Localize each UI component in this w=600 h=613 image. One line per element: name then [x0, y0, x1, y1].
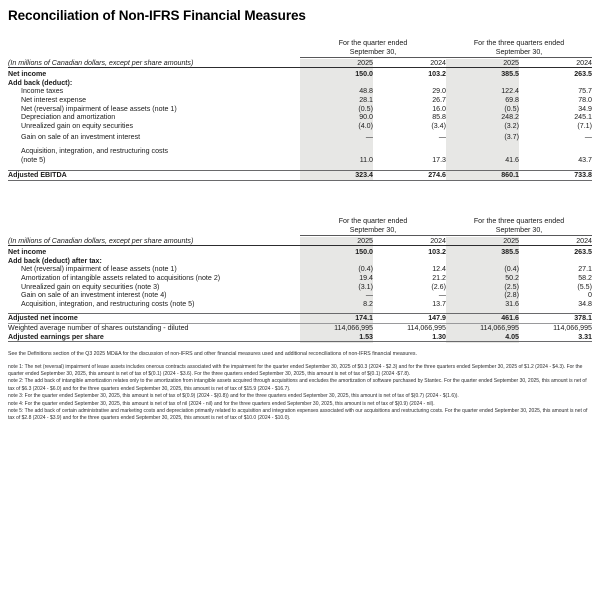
- column-group-three-quarters: [446, 217, 592, 236]
- row-value: 29.0: [432, 87, 446, 96]
- table-row: [8, 113, 592, 122]
- table-gap: [8, 181, 592, 217]
- row-value: 114,066,995: [446, 324, 519, 333]
- table-row: [8, 291, 592, 300]
- row-value: 43.7: [578, 155, 592, 164]
- column-group-three-quarters: [446, 39, 592, 58]
- row-value: 122.4: [446, 87, 519, 96]
- row-value: (0.4): [446, 265, 519, 274]
- row-label: Net (reversal) impairment of lease assets (note 1): [21, 104, 177, 113]
- row-value: 48.8: [300, 87, 373, 96]
- table-bottom-rule: [8, 342, 592, 343]
- total-value: 378.1: [574, 314, 592, 323]
- row-value: (0.4): [300, 265, 373, 274]
- footnote-item-3: note 3: For the quarter ended September 30, 2025, this amount is net of tax of $(0.9) (2024 - $(0.8)) and for the three quarters ended September 30, 2025, this amount is net of tax of $(0.7) (2024 - $(1.6)).: [8, 393, 459, 400]
- row-value: —: [438, 132, 446, 141]
- row-value: (2.5): [446, 283, 519, 292]
- table-row: [8, 283, 592, 292]
- row-value: [300, 257, 373, 266]
- row-value: [446, 79, 519, 88]
- year-header-ytd-2025: 2025: [446, 237, 519, 245]
- row-value: 248.2: [446, 113, 519, 122]
- row-value: 103.2: [428, 247, 446, 256]
- table-row: [8, 300, 592, 309]
- group-label-line1: For the three quarters ended: [473, 216, 565, 225]
- group-label-line1: For the quarter ended: [338, 39, 408, 47]
- row-value: [373, 79, 446, 88]
- row-value: 19.4: [300, 274, 373, 283]
- group-label-line2: September 30,: [349, 48, 397, 57]
- total-label: Adjusted net income: [8, 314, 78, 323]
- row-value: 1.30: [432, 332, 446, 341]
- row-label: [8, 144, 300, 165]
- row-label-line1: Acquisition, integration, and restructuring costs: [21, 146, 169, 155]
- row-value: [519, 79, 592, 88]
- row-value: [373, 257, 446, 266]
- row-value: 17.3: [432, 155, 446, 164]
- units-note: (In millions of Canadian dollars, except per share amounts): [8, 236, 194, 245]
- row-value: 31.6: [446, 300, 519, 309]
- table-row: [8, 87, 592, 96]
- row-value: —: [438, 291, 446, 300]
- footnote-item-4: note 4: For the quarter ended September 30, 2025, this amount is net of tax of nil (2024 - nil) and for the three quarters ended September 30, 2025, this amount is net of tax of $(0.9) (2024 - nil).: [8, 400, 435, 407]
- row-value: —: [300, 291, 373, 300]
- year-header-q-2025: 2025: [300, 59, 373, 67]
- row-value: 263.5: [574, 247, 592, 256]
- row-label: Unrealized gain on equity securities: [21, 122, 133, 130]
- group-label-line1: For the three quarters ended: [473, 39, 565, 47]
- total-value: 274.6: [428, 171, 446, 180]
- total-value: 174.1: [300, 314, 373, 323]
- row-value: [519, 257, 592, 266]
- row-value: [446, 257, 519, 266]
- row-value: 11.0: [300, 144, 373, 165]
- row-value: 26.7: [432, 96, 446, 105]
- table-row: [8, 70, 592, 79]
- group-label-line2: September 30,: [495, 225, 543, 234]
- footnote-item-1: note 1: The net (reversal) impairment of lease assets includes onerous contracts associated with the impairment for the quarter ended September 30, 2025 of $0.3 (2024 - $2.3) and for the three quarters ended September 30, 2025 of $1.2 (2024 - $4.3). For the quarter ended September 30, 2025, this amount is net of tax of $(0.1) (2024 - $3.6). For the three quarters ended September 30, 2025, this amount is net of tax of $(0.1) (2024 -$7.8).: [8, 363, 583, 377]
- row-value: (4.0): [300, 122, 373, 131]
- column-group-quarter: [300, 39, 446, 58]
- year-header-q-2024: 2024: [430, 236, 446, 245]
- total-value: 323.4: [300, 171, 373, 180]
- row-value: [300, 79, 373, 88]
- row-value: (3.4): [431, 122, 446, 130]
- row-value: —: [584, 132, 592, 141]
- row-value: 78.0: [578, 96, 592, 105]
- column-group-quarter: [300, 217, 446, 236]
- row-value: 8.2: [300, 300, 373, 309]
- page-title: Reconciliation of Non-IFRS Financial Measures: [8, 8, 306, 23]
- footnote-lead: See the Definitions section of the Q3 2025 MD&A for the discussion of non-IFRS and other financial measures used and additional reconciliations of non-IFRS financial measures.: [8, 351, 417, 358]
- row-value: 28.1: [300, 96, 373, 105]
- row-value: (2.6): [431, 282, 446, 291]
- row-value: 103.2: [428, 70, 446, 79]
- row-label: Unrealized gain on equity securities (note 3): [21, 282, 160, 291]
- row-value: 150.0: [300, 248, 373, 257]
- row-value: 21.2: [432, 273, 446, 282]
- footnotes-section: [8, 351, 592, 422]
- group-label-line1: For the quarter ended: [338, 216, 408, 225]
- row-label: Amortization of intangible assets related to acquisitions (note 2): [21, 273, 221, 282]
- total-row: [8, 171, 592, 180]
- row-value: 58.2: [578, 273, 592, 282]
- total-value: 733.8: [574, 171, 592, 180]
- row-value: 263.5: [574, 70, 592, 79]
- table-row: [8, 131, 592, 144]
- row-value: (0.5): [446, 105, 519, 114]
- row-value: (2.8): [446, 291, 519, 300]
- row-value: 245.1: [574, 113, 592, 122]
- row-label: Depreciation and amortization: [21, 113, 116, 122]
- table-row: [8, 105, 592, 114]
- table-row: [8, 248, 592, 257]
- row-value: 50.2: [446, 274, 519, 283]
- total-row: [8, 314, 592, 323]
- table-row: [8, 144, 592, 165]
- year-header-row: [8, 237, 592, 245]
- row-value: 114,066,995: [300, 324, 373, 333]
- row-value: 27.1: [578, 265, 592, 274]
- row-label: Gain on sale of an investment interest: [21, 132, 141, 141]
- row-value: 0: [588, 291, 592, 300]
- row-value: 114,066,995: [407, 324, 446, 333]
- group-label-line2: September 30,: [495, 48, 543, 57]
- spacer-cell: [8, 39, 300, 58]
- row-label: Net income: [8, 70, 47, 79]
- group-label-line2: September 30,: [349, 225, 397, 234]
- row-value: —: [300, 131, 373, 144]
- row-value: 85.8: [432, 113, 446, 122]
- row-label: Acquisition, integration, and restructuring costs (note 5): [21, 299, 195, 308]
- column-group-header-row: [8, 217, 592, 236]
- total-value: 147.9: [428, 314, 446, 323]
- table-row: [8, 265, 592, 274]
- row-label: Net (reversal) impairment of lease assets (note 1): [21, 265, 177, 274]
- year-header-ytd-2024: 2024: [576, 236, 592, 245]
- table-row: [8, 274, 592, 283]
- row-label: Income taxes: [21, 87, 64, 96]
- table-row: [8, 324, 592, 333]
- row-value: 4.05: [446, 333, 519, 342]
- year-header-q-2024: 2024: [430, 59, 446, 68]
- row-value: 69.8: [446, 96, 519, 105]
- row-value: 75.7: [578, 87, 592, 96]
- row-value: 90.0: [300, 113, 373, 122]
- row-value: 34.9: [578, 104, 592, 113]
- row-value: 34.8: [578, 299, 592, 308]
- row-value: (3.2): [446, 122, 519, 131]
- row-value: (3.7): [446, 131, 519, 144]
- row-value: 12.4: [432, 265, 446, 274]
- adjusted-ebitda-table: [8, 39, 592, 181]
- spacer-cell: [8, 217, 300, 236]
- row-value: (0.5): [300, 105, 373, 114]
- row-label: Weighted average number of shares outstanding - diluted: [8, 324, 189, 333]
- adjusted-net-income-table: [8, 217, 592, 343]
- row-value: 1.53: [300, 333, 373, 342]
- row-value: 41.6: [446, 144, 519, 165]
- row-value: 3.31: [578, 332, 592, 341]
- table-row: [8, 333, 592, 342]
- row-value: 150.0: [300, 70, 373, 79]
- table-row-section-header: [8, 79, 592, 88]
- footnote-item-5: note 5: The add back of certain administrative and marketing costs and depreciation primarily related to acquisition and integration expenses associated with our acquisitions and restructuring costs. For the quarter ended September 30, 2025, this amount is net of tax of $2.8 (2024 - $3.9) and for the three quarters ended September 30, 2025, this amount is net of tax of $10.0 (2024 - $10.0).: [8, 408, 588, 422]
- row-value: 385.5: [446, 248, 519, 257]
- row-value: (5.5): [577, 282, 592, 291]
- table-row: [8, 122, 592, 131]
- table-row-section-header: [8, 257, 592, 266]
- row-value: (7.1): [577, 122, 592, 130]
- year-header-ytd-2024: 2024: [576, 59, 592, 68]
- total-label: Adjusted EBITDA: [8, 171, 67, 180]
- row-label: Add back (deduct) after tax:: [8, 256, 102, 265]
- row-value: 385.5: [446, 70, 519, 79]
- total-value: 461.6: [446, 314, 519, 323]
- column-group-header-row: [8, 39, 592, 58]
- year-header-ytd-2025: 2025: [446, 59, 519, 67]
- row-label-line2: (note 5): [21, 155, 46, 164]
- table-row: [8, 96, 592, 105]
- row-value: 13.7: [432, 299, 446, 308]
- row-value: 16.0: [432, 104, 446, 113]
- row-value: 114,066,995: [553, 324, 592, 333]
- year-header-row: [8, 59, 592, 67]
- row-label: Net income: [8, 247, 47, 256]
- units-note: (In millions of Canadian dollars, except per share amounts): [8, 59, 194, 68]
- row-label: Add back (deduct):: [8, 78, 73, 87]
- total-value: 860.1: [446, 171, 519, 180]
- row-label: Net interest expense: [21, 96, 87, 105]
- row-value: (3.1): [300, 283, 373, 292]
- year-header-q-2025: 2025: [300, 237, 373, 245]
- row-label: Gain on sale of an investment interest (note 4): [21, 291, 167, 300]
- row-label: Adjusted earnings per share: [8, 332, 104, 341]
- footnote-item-2: note 2: The add back of intangible amortization relates only to the amortization from intangible assets acquired through acquisitions and excludes the amortization of software purchased by Stantec. For the quarter ended September 30, 2025, this amount is net of tax of $6.3 (2024 - $6.0) and for the three quarters ended September 30, 2025, this amount is net of tax of $15.9 (2024 - $16.7).: [8, 378, 587, 392]
